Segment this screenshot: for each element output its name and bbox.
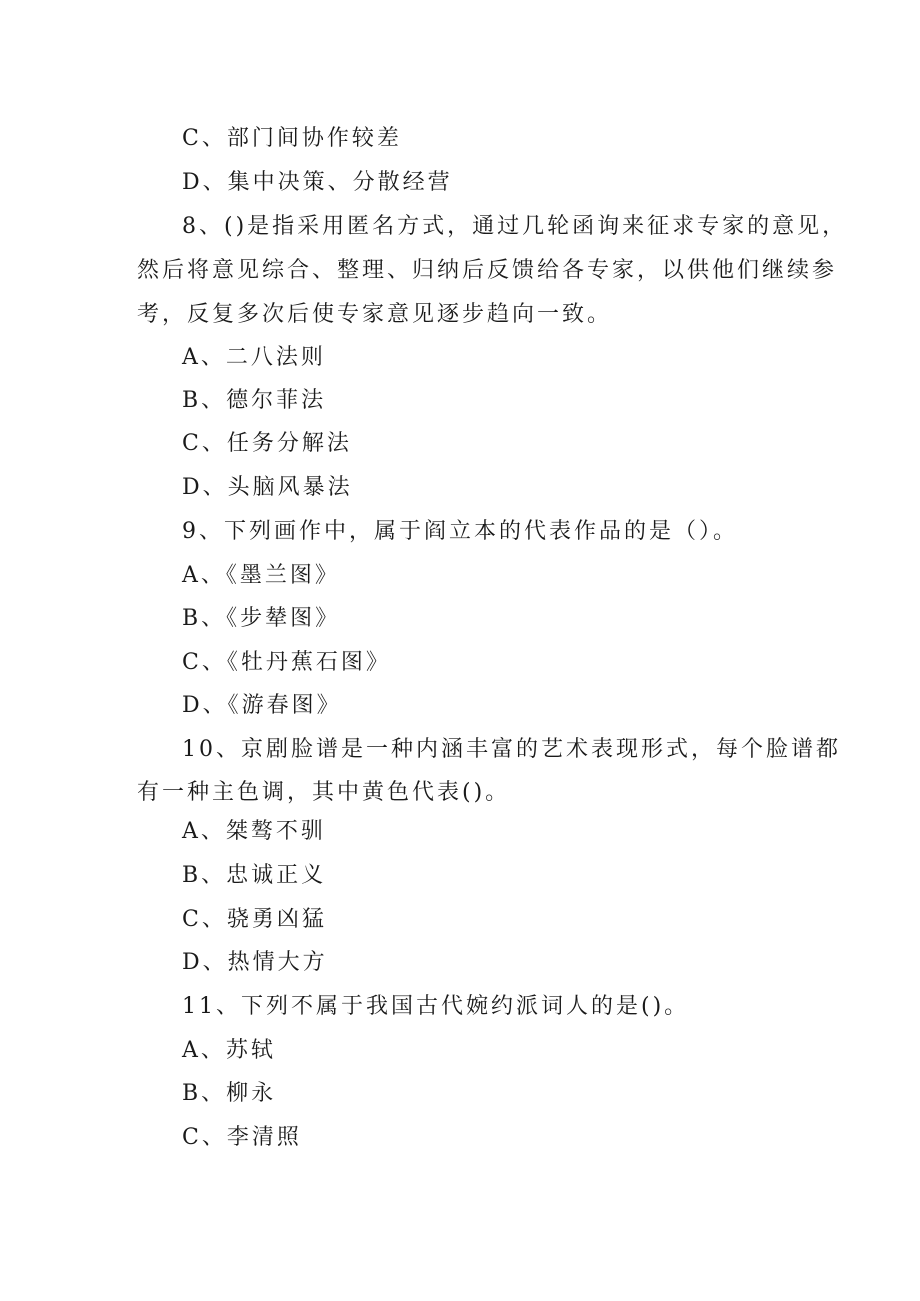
q11-option-b: B、柳永	[182, 1081, 277, 1106]
q8-option-c: C、任务分解法	[182, 431, 352, 456]
q7-option-d: D、集中决策、分散经营	[182, 170, 453, 195]
q11-question: 11、下列不属于我国古代婉约派词人的是()。	[182, 994, 690, 1019]
q7-option-c: C、部门间协作较差	[182, 126, 402, 151]
q8-option-a: A、二八法则	[182, 345, 326, 370]
q9-option-b: B、《步辇图》	[182, 606, 341, 631]
q11-option-a: A、苏轼	[182, 1038, 276, 1063]
q8-question-line1: 8、()是指采用匿名方式，通过几轮函询来征求专家的意见，	[182, 214, 848, 239]
q10-option-a: A、桀骜不驯	[182, 819, 326, 844]
q10-option-d: D、热情大方	[182, 950, 328, 975]
q10-option-c: C、骁勇凶猛	[182, 907, 327, 932]
q9-option-d: D、《游春图》	[182, 693, 342, 718]
q10-option-b: B、忠诚正义	[182, 863, 327, 888]
q9-option-c: C、《牡丹蕉石图》	[182, 650, 391, 675]
q11-option-c: C、李清照	[182, 1125, 302, 1150]
q8-option-d: D、头脑风暴法	[182, 475, 353, 500]
q9-question: 9、下列画作中，属于阎立本的代表作品的是（）。	[182, 519, 738, 544]
q9-option-a: A、《墨兰图》	[182, 563, 340, 588]
q8-question-line3: 考，反复多次后使专家意见逐步趋向一致。	[137, 302, 613, 327]
q10-question-line2: 有一种主色调，其中黄色代表()。	[137, 780, 511, 805]
q8-question-line2: 然后将意见综合、整理、归纳后反馈给各专家，以供他们继续参	[137, 258, 838, 283]
q8-option-b: B、德尔菲法	[182, 388, 327, 413]
q10-question-line1: 10、京剧脸谱是一种内涵丰富的艺术表现形式，每个脸谱都	[182, 737, 841, 762]
